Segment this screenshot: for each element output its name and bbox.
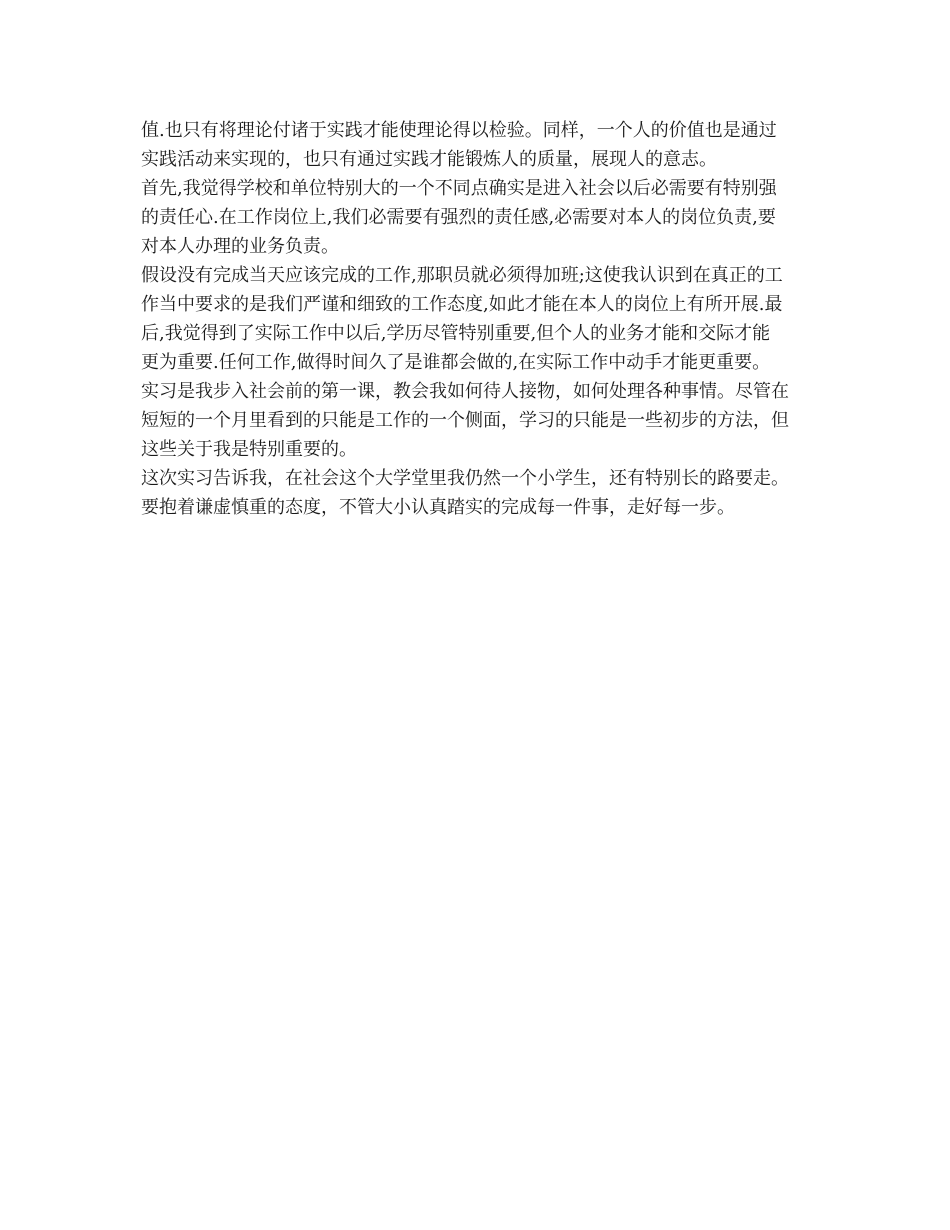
text-line-10: 实习是我步入社会前的第一课，教会我如何待人接物，如何处理各种事情。尽管在: [141, 381, 789, 402]
text-line-3: 首先,我觉得学校和单位特别大的一个不同点确实是进入社会以后必需要有特别强: [141, 178, 777, 199]
text-line-1: 值.也只有将理论付诸于实践才能使理论得以检验。同样，一个人的价值也是通过: [141, 120, 777, 141]
text-line-5: 对本人办理的业务负责。: [141, 236, 339, 257]
text-line-8: 后,我觉得到了实际工作中以后,学历尽管特别重要,但个人的业务才能和交际才能: [141, 323, 771, 344]
text-line-7: 作当中要求的是我们严谨和细致的工作态度,如此才能在本人的岗位上有所开展.最: [141, 294, 783, 315]
text-line-2: 实践活动来实现的，也只有通过实践才能锻炼人的质量，展现人的意志。: [141, 149, 717, 170]
text-line-4: 的责任心.在工作岗位上,我们必需要有强烈的责任感,必需要对本人的岗位负责,要: [141, 207, 776, 228]
text-line-14: 要抱着谦虚慎重的态度，不管大小认真踏实的完成每一件事，走好每一步。: [141, 497, 735, 518]
text-line-12: 这些关于我是特别重要的。: [141, 439, 357, 460]
text-line-11: 短短的一个月里看到的只能是工作的一个侧面，学习的只能是一些初步的方法，但: [141, 410, 789, 431]
text-line-6: 假设没有完成当天应该完成的工作,那职员就必须得加班;这使我认识到在真正的工: [141, 265, 783, 286]
text-line-13: 这次实习告诉我，在社会这个大学堂里我仍然一个小学生，还有特别长的路要走。: [141, 468, 789, 489]
document-body: [141, 116, 813, 522]
text-line-9: 更为重要.任何工作,做得时间久了是谁都会做的,在实际工作中动手才能更重要。: [141, 352, 771, 373]
